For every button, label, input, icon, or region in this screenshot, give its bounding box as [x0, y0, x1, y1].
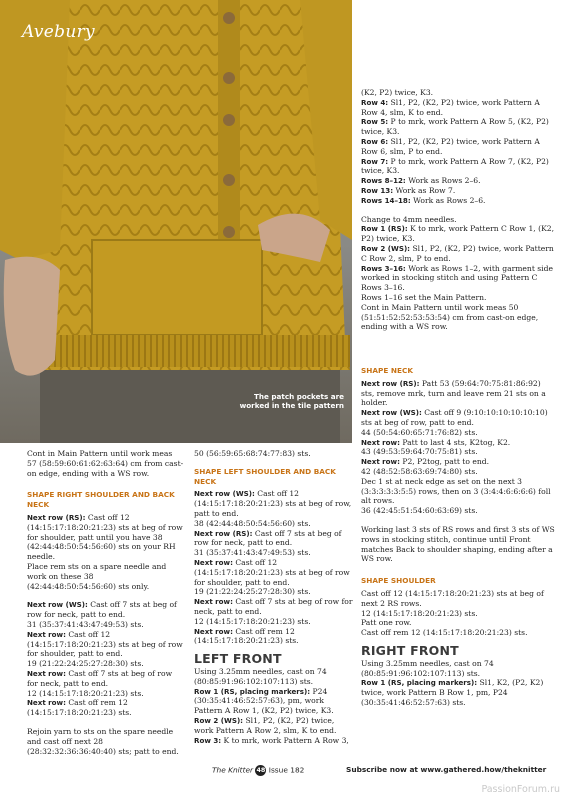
stitch-count: 19 (21:22:24:25:27:28:30) sts.	[27, 659, 144, 669]
paragraph: Next row: Patt to last 4 sts, K2tog, K2.	[361, 437, 511, 447]
paragraph: Rows 1–16 set the Main Pattern.	[361, 292, 487, 302]
stitch-count: 42 (48:52:58:63:69:74:80) sts.	[361, 466, 478, 476]
paragraph: Row 1 (RS): K to mrk, work Pattern C Row 1, (K2, P2) twice, K3.	[361, 224, 554, 244]
cardigan-photo	[0, 0, 352, 443]
paragraph: Cast off rem 12 (14:15:17:18:20:21:23) sts.	[361, 628, 528, 638]
stitch-count: 12 (14:15:17:18:20:21:23) sts.	[194, 616, 311, 626]
paragraph: Next row: Cast off 12 (14:15:17:18:20:21:23) sts at beg of row for shoulder, patt to end.	[194, 557, 350, 587]
instructions-column-middle	[194, 449, 354, 745]
garment-title: Avebury	[22, 22, 95, 42]
stitch-count: 19 (21:22:24:25:27:28:30) sts.	[194, 587, 311, 597]
paragraph: Change to 4mm needles.	[361, 214, 457, 224]
photo-caption: The patch pockets are worked in the tile pattern	[239, 392, 344, 410]
paragraph: Dec 1 st at neck edge as set on the next 3 (3:3:3:3:3:5:5) rows, then on 3 (3:4:4:6:6:6:6) foll alt rows.	[361, 476, 551, 506]
paragraph: Next row (WS): Cast off 7 sts at beg of row for neck, patt to end.	[27, 600, 177, 620]
section-title-right-front: RIGHT FRONT	[361, 642, 459, 658]
stitch-count: 38 (42:44:48:50:54:56:60) sts.	[194, 518, 311, 528]
section-heading: SHAPE NECK	[361, 366, 413, 375]
instructions-column-top-right	[361, 88, 555, 332]
cardigan-illustration	[0, 0, 352, 443]
paragraph: Cont in Main Pattern until work meas 57 (58:59:60:61:62:63:64) cm from cast-on edge, ending with a WS row.	[27, 449, 184, 478]
stitch-count: 31 (35:37:41:43:47:49:53) sts.	[27, 619, 144, 629]
footer-subscribe[interactable]	[346, 765, 546, 774]
paragraph: Rows 14–18: Work as Rows 2–6.	[361, 195, 486, 205]
stitch-count: 43 (49:53:59:64:70:75:81) sts.	[361, 447, 478, 457]
paragraph: Row 7: P to mrk, work Pattern A Row 7, (K2, P2) twice, K3.	[361, 156, 549, 176]
paragraph: (K2, P2) twice, K3.	[361, 88, 434, 97]
stitch-count: 12 (14:15:17:18:20:21:23) sts.	[27, 688, 144, 698]
paragraph: Next row: Cast off rem 12 (14:15:17:18:20:21:23) sts.	[27, 698, 132, 718]
paragraph: Working last 3 sts of RS rows and first 3 sts of WS rows in stocking stitch, continue until Front matches Back to shoulder shaping, ending after a WS row.	[361, 524, 555, 564]
paragraph: Cast off 12 (14:15:17:18:20:21:23) sts at beg of next 2 RS rows.	[361, 588, 544, 608]
paragraph: Row 4: Sl1, P2, (K2, P2) twice, work Pattern A Row 4, slm, K to end.	[361, 97, 540, 117]
paragraph: Using 3.25mm needles, cast on 74 (80:85:91:96:102:107:113) sts.	[194, 666, 327, 686]
stitch-count: 36 (42:45:51:54:60:63:69) sts.	[361, 506, 478, 516]
paragraph: Place rem sts on a spare needle and work on these 38 (42:44:48:50:54:56:60) sts only.	[27, 561, 167, 591]
issue-number: Issue 182	[268, 765, 305, 775]
paragraph: Rejoin yarn to sts on the spare needle and cast off next 28 (28:32:32:36:36:40:40) sts; patt to end.	[27, 726, 179, 756]
paragraph: Cont in Main Pattern until work meas 50 (51:51:52:52:53:53:54) cm from cast-on edge, ending with a WS row.	[361, 302, 539, 332]
paragraph: Row 2 (WS): Sl1, P2, (K2, P2) twice, work Pattern A Row 2, slm, K to end.	[194, 715, 337, 735]
section-heading: SHAPE LEFT SHOULDER AND BACK NECK	[194, 466, 336, 486]
paragraph	[361, 206, 555, 215]
page-number: 48	[256, 766, 266, 774]
paragraph: Next row (RS): Cast off 7 sts at beg of row for neck, patt to end.	[194, 528, 342, 548]
stitch-count: 31 (35:37:41:43:47:49:53) sts.	[194, 548, 311, 558]
paragraph: Next row (RS): Cast off 12 (14:15:17:18:20:21:23) sts at beg of row for shoulder, patt until you have 38 (42:44:48:50:54:56:60) sts on your RH needle.	[27, 512, 183, 562]
paragraph: Rows 3–16: Work as Rows 1–2, with garment side worked in stocking stitch and using Pattern C Rows 3–16.	[361, 263, 553, 293]
watermark: PassionForum.ru	[481, 784, 560, 795]
paragraph: Next row (RS): Patt 53 (59:64:70:75:81:86:92) sts, remove mrk, turn and leave rem 21 sts on a holder.	[361, 378, 546, 408]
paragraph: Next row (WS): Cast off 9 (9:10:10:10:10:10:10) sts at beg of row, patt to end.	[361, 408, 548, 427]
magazine-name: The Knitter	[212, 765, 254, 775]
paragraph: Using 3.25mm needles, cast on 74 (80:85:91:96:102:107:113) sts.	[361, 658, 494, 678]
paragraph: Next row: Cast off 7 sts at beg of row for neck, patt to end.	[194, 597, 353, 616]
section-heading: SHAPE SHOULDER	[361, 576, 436, 586]
instructions-column-left	[27, 449, 184, 765]
paragraph: Next row: Cast off rem 12 (14:15:17:18:20:21:23) sts.	[194, 626, 299, 646]
stitch-count: 50 (56:59:65:68:74:77:83) sts.	[194, 449, 311, 458]
paragraph: Row 6: Sl1, P2, (K2, P2) twice, work Pattern A Row 6, slm, P to end.	[361, 136, 540, 156]
paragraph: Row 1 (RS, placing markers): P24 (30:35:41:46:52:57:63), pm, work Pattern A Row 1, (K2, P2) twice, K3.	[194, 686, 334, 716]
section-title-left-front: LEFT FRONT	[194, 651, 282, 667]
paragraph: Next row: P2, P2tog, patt to end.	[361, 457, 489, 467]
footer-magazine	[212, 765, 304, 776]
paragraph: Next row: Cast off 12 (14:15:17:18:20:21:23) sts at beg of row for shoulder, patt to end.	[27, 629, 183, 659]
stitch-count: 12 (14:15:17:18:20:21:23) sts.	[361, 608, 478, 618]
paragraph: Row 5: P to mrk, work Pattern A Row 5, (K2, P2) twice, K3.	[361, 117, 549, 137]
paragraph: Row 2 (WS): Sl1, P2, (K2, P2) twice, work Pattern C Row 2, slm, P to end.	[361, 243, 554, 263]
section-heading: SHAPE RIGHT SHOULDER AND BACK NECK	[27, 490, 175, 510]
subscribe-link[interactable]: Subscribe now at www.gathered.how/theknitter	[346, 765, 547, 774]
paragraph: Row 1 (RS, placing markers): Sl1, K2, (P2, K2) twice, work Pattern B Row 1, pm, P24 (30:35:41:46:52:57:63) sts.	[361, 678, 544, 707]
paragraph: Rows 8–12: Work as Rows 2–6.	[361, 176, 481, 186]
paragraph: Next row: Cast off 7 sts at beg of row for neck, patt to end.	[27, 668, 173, 688]
stitch-count: 44 (50:54:60:65:71:76:82) sts.	[361, 427, 478, 437]
instructions-column-right	[361, 366, 555, 708]
paragraph: Patt one row.	[361, 618, 412, 628]
paragraph: Row 13: Work as Row 7.	[361, 185, 456, 195]
paragraph: Next row (WS): Cast off 12 (14:15:17:18:20:21:23) sts at beg of row, patt to end.	[194, 489, 352, 518]
paragraph: Row 3: K to mrk, work Pattern A Row 3,	[194, 735, 349, 745]
